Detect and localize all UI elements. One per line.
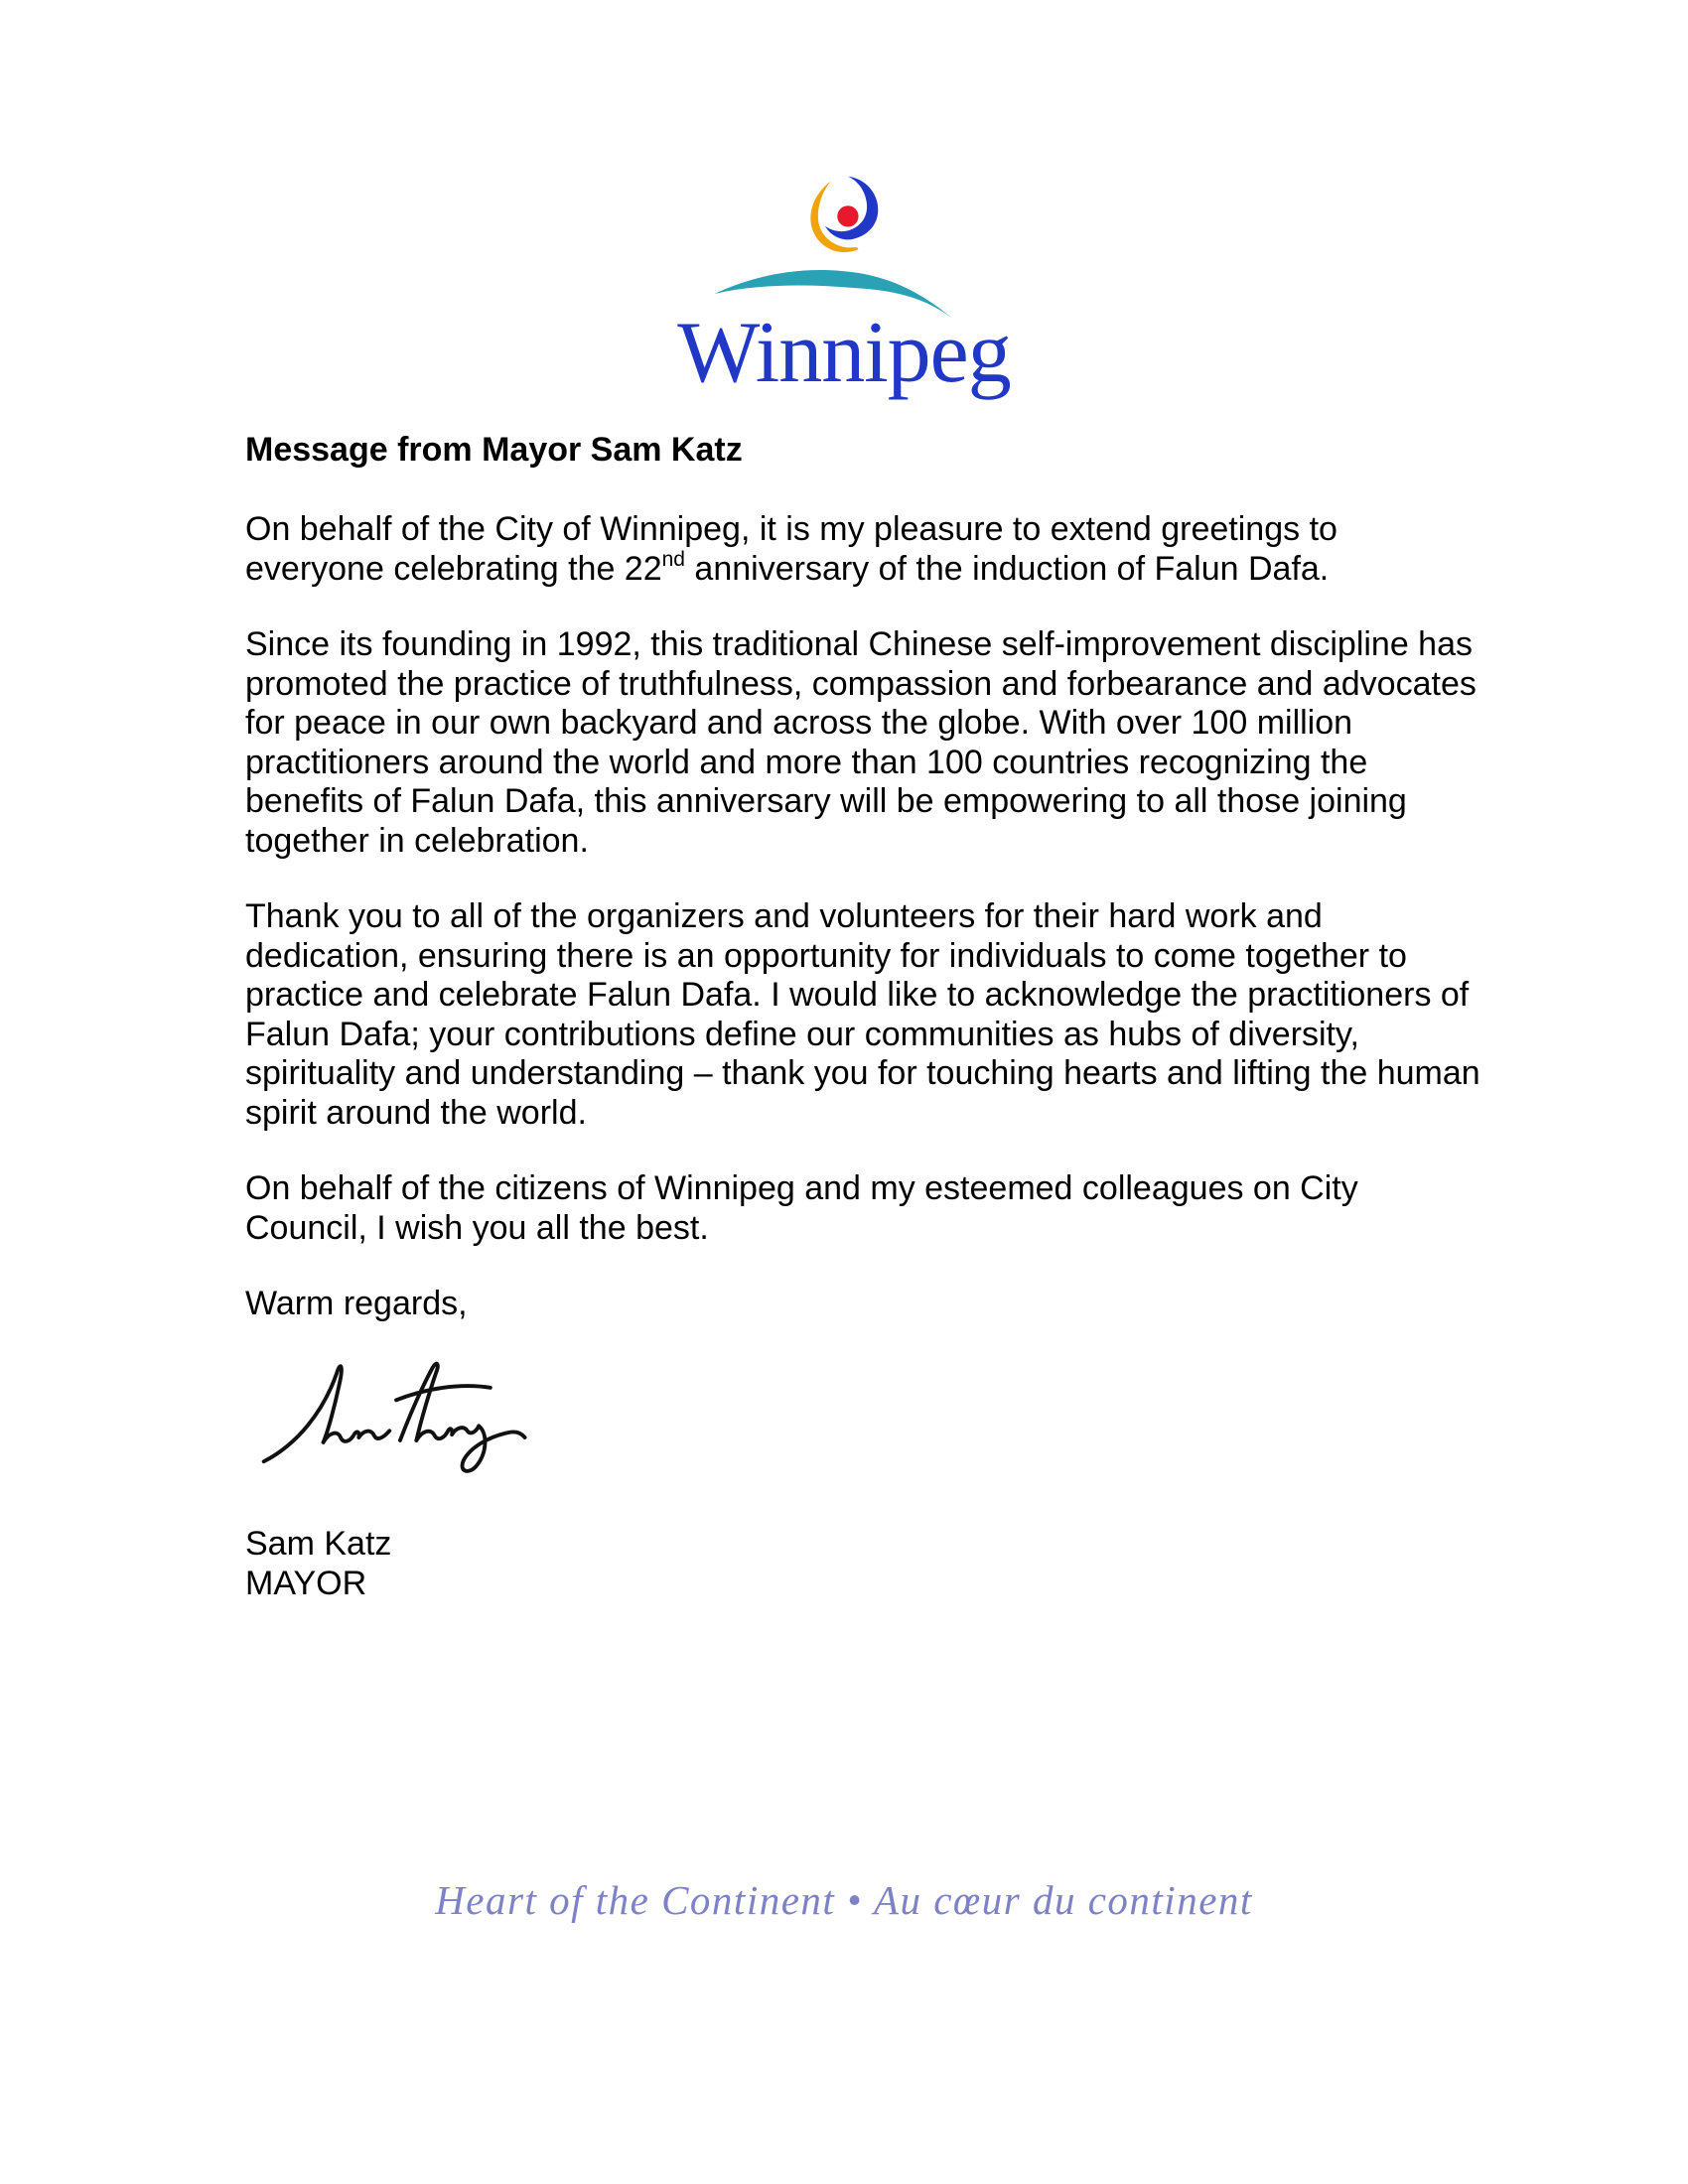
paragraph-4: On behalf of the citizens of Winnipeg and my esteemed colleagues on City Council, I wish you all the best. bbox=[245, 1169, 1358, 1247]
letter-body bbox=[245, 510, 1481, 1324]
winnipeg-logo-emblem-icon bbox=[802, 175, 884, 261]
signature-image bbox=[254, 1346, 542, 1503]
paragraph-2: Since its founding in 1992, this traditional Chinese self-improvement discipline has promoted the practice of truthfulness, compassion and forbearance and advocates for peace in our own backyard and across the globe. With over 100 million practitioners around the world and more than 100 countries recognizing the benefits of Falun Dafa, this anniversary will be empowering to all those joining together in celebration. bbox=[245, 625, 1477, 860]
footer-tagline: Heart of the Continent • Au cœur du continent bbox=[435, 1877, 1253, 1923]
winnipeg-wordmark: Winnipeg bbox=[677, 305, 1011, 401]
paragraph-1-tail: anniversary of the induction of Falun Dafa. bbox=[684, 549, 1330, 588]
signatory-block bbox=[245, 1525, 391, 1603]
paragraph-1-lead: On behalf of the City of Winnipeg, it is my pleasure to extend greetings to everyone celebrating the 22 bbox=[245, 510, 1337, 588]
paragraph-3: Thank you to all of the organizers and volunteers for their hard work and dedication, ensuring there is an opportunity for individuals to come together to practice and celebrate Falun Dafa. I would like to acknowledge the practitioners of Falun Dafa; your contributions define our communities as hubs of diversity, spirituality and understanding – thank you for touching hearts and lifting the human spirit around the world. bbox=[245, 897, 1480, 1132]
ordinal-superscript: nd bbox=[661, 547, 685, 571]
signatory-title: MAYOR bbox=[245, 1564, 367, 1602]
emblem-red-dot bbox=[837, 205, 858, 226]
paragraph-1 bbox=[245, 510, 1481, 589]
letter-heading: Message from Mayor Sam Katz bbox=[245, 431, 743, 469]
signature-strokes bbox=[264, 1364, 525, 1471]
signatory-name: Sam Katz bbox=[245, 1525, 392, 1563]
closing-line: Warm regards, bbox=[245, 1285, 468, 1322]
